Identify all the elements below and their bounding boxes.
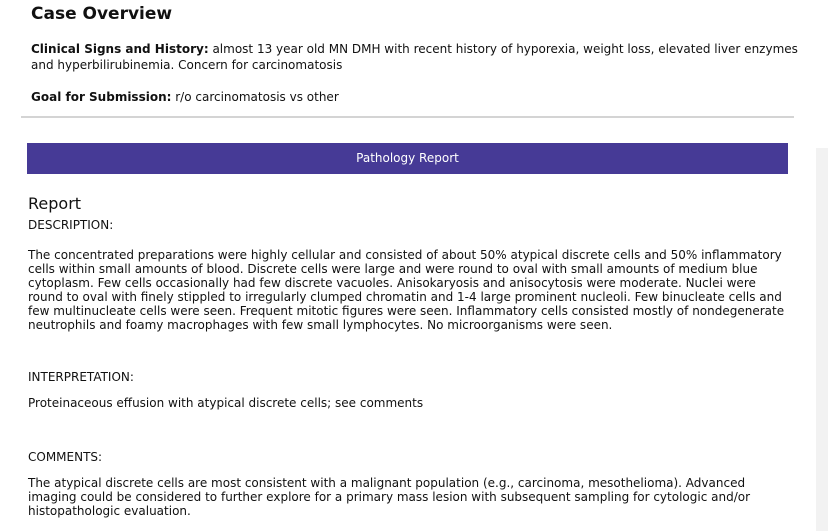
scrollbar-track[interactable] (816, 148, 828, 531)
description-text: The concentrated preparations were highly cellular and consisted of about 50% atypical discrete cells and 50% inflammatory cells within small amounts of blood. Discrete cells were large and were round to oval with small amounts of medium blue cytoplasm. Few cells occasionally had few discrete vacuoles. Anisokaryosis and anisocytosis were moderate. Nuclei were round to oval with finely stippled to irregularly clumped chromatin and 1-4 large prominent nucleoli. Few binucleate cells and few multinucleate cells were seen. Frequent mitotic figures were seen. Inflammatory cells consisted mostly of nondegenerate neutrophils and foamy macrophages with few small lymphocytes. No microorganisms were seen. (28, 248, 785, 332)
goal-text: r/o carcinomatosis vs other (171, 90, 339, 104)
interpretation-label: INTERPRETATION: (28, 370, 134, 384)
clinical-signs-label: Clinical Signs and History: (31, 42, 209, 56)
goal-label: Goal for Submission: (31, 90, 172, 104)
report-heading: Report (28, 194, 82, 213)
interpretation-text: Proteinaceous effusion with atypical discrete cells; see comments (28, 396, 424, 410)
comments-text: The atypical discrete cells are most consistent with a malignant population (e.g., carcinoma, mesothelioma). Advanced imaging could be considered to further explore for a primary mass lesion with subsequent sampling for cytologic and/or histopathologic evaluation. (28, 476, 751, 518)
section-divider (21, 116, 794, 118)
case-overview-section (31, 3, 801, 105)
case-overview-title: Case Overview (31, 4, 173, 24)
report-section (28, 194, 790, 518)
goal-paragraph (31, 89, 801, 105)
pathology-report-banner: Pathology Report (27, 143, 788, 174)
comments-label: COMMENTS: (28, 450, 103, 464)
clinical-signs-text: almost 13 year old MN DMH with recent history of hyporexia, weight loss, elevated liver enzymes and hyperbilirubinemia. Concern for carcinomatosis (31, 42, 798, 72)
clinical-signs-paragraph (31, 41, 801, 73)
description-label: DESCRIPTION: (28, 218, 114, 232)
